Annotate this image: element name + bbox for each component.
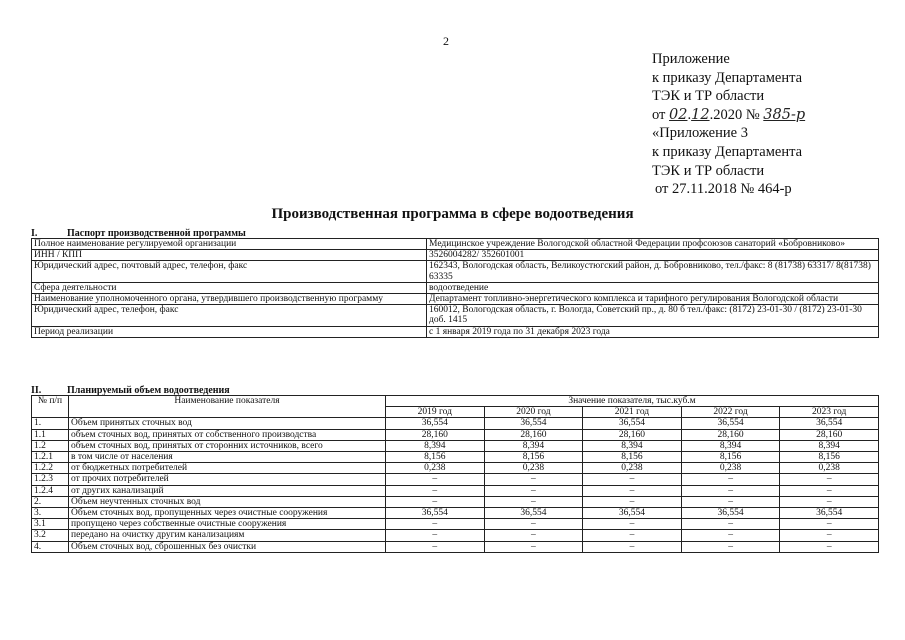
row-value: – [583, 530, 682, 541]
row-value: – [583, 519, 682, 530]
passport-row [32, 250, 879, 261]
order-number-handwritten: 385-р [763, 106, 806, 123]
page-number: 2 [443, 34, 449, 48]
appendix-line: к приказу Департамента [652, 69, 803, 86]
row-name: от других канализаций [69, 485, 386, 496]
row-value: 36,554 [484, 508, 583, 519]
passport-row [32, 261, 879, 282]
row-value: – [780, 485, 879, 496]
row-value: 0,238 [780, 463, 879, 474]
passport-label: Сфера деятельности [32, 282, 427, 293]
row-number: 1.2.3 [32, 474, 69, 485]
row-value: 28,160 [681, 429, 780, 440]
header-values: Значение показателя, тыс.куб.м [386, 396, 879, 407]
appendix-block [652, 50, 805, 199]
passport-row [32, 305, 879, 326]
row-name: в том числе от населения [69, 452, 386, 463]
row-value: 36,554 [484, 418, 583, 429]
row-value: 8,156 [583, 452, 682, 463]
row-name: пропущено через собственные очистные сооружения [69, 519, 386, 530]
row-value: 8,156 [681, 452, 780, 463]
row-value: 36,554 [386, 418, 485, 429]
row-value: – [484, 541, 583, 552]
row-number: 3. [32, 508, 69, 519]
row-value: – [681, 496, 780, 507]
row-value: 8,156 [780, 452, 879, 463]
passport-label: Юридический адрес, почтовый адрес, телефон, факс [32, 261, 427, 282]
row-number: 1.2.1 [32, 452, 69, 463]
appendix-line: Приложение [652, 51, 730, 67]
row-name: передано на очистку другим канализациям [69, 530, 386, 541]
row-value: – [780, 496, 879, 507]
row-value: 36,554 [583, 508, 682, 519]
table-row [32, 530, 879, 541]
appendix-line: к приказу Департамента [652, 143, 803, 160]
row-value: 36,554 [681, 418, 780, 429]
row-value: – [583, 496, 682, 507]
row-value: – [681, 530, 780, 541]
passport-label: Период реализации [32, 326, 427, 337]
row-value: – [780, 474, 879, 485]
row-value: 0,238 [583, 463, 682, 474]
row-value: – [386, 496, 485, 507]
document-title: Производственная программа в сфере водоотведения [271, 206, 634, 222]
section-number: II. [31, 385, 42, 396]
year-header: 2020 год [484, 407, 583, 418]
table-row [32, 418, 879, 429]
table-row [32, 440, 879, 451]
appendix-line: «Приложение 3 [652, 125, 748, 142]
passport-label: ИНН / КПП [32, 250, 427, 261]
table-row [32, 541, 879, 552]
passport-row [32, 326, 879, 337]
row-number: 1.2 [32, 440, 69, 451]
table-row [32, 508, 879, 519]
row-value: – [583, 485, 682, 496]
table-row [32, 452, 879, 463]
row-value: 8,394 [386, 440, 485, 451]
passport-value: 162343, Вологодская область, Великоустюгский район, д. Бобровниково, тел./факс: 8 (81738) 63317/ 8(81738) 63335 [427, 261, 879, 282]
row-number: 1.2.2 [32, 463, 69, 474]
row-value: 8,156 [484, 452, 583, 463]
header-name: Наименование показателя [69, 396, 386, 418]
row-number: 3.2 [32, 530, 69, 541]
passport-value: с 1 января 2019 года по 31 декабря 2023 года [427, 326, 879, 337]
passport-label: Юридический адрес, телефон, факс [32, 305, 427, 326]
row-value: 8,156 [386, 452, 485, 463]
row-value: 0,238 [386, 463, 485, 474]
row-value: 0,238 [681, 463, 780, 474]
passport-value: Департамент топливно-энергетического комплекса и тарифного регулирования Вологодской области [427, 294, 879, 305]
passport-value: 160012, Вологодская область, г. Вологда, Советский пр., д. 80 б тел./факс: (8172) 23-01-30 / (8172) 23-01-30 доб. 1415 [427, 305, 879, 326]
row-value: 28,160 [484, 429, 583, 440]
row-value: – [681, 474, 780, 485]
row-value: – [780, 541, 879, 552]
section-number: I. [31, 228, 38, 239]
row-name: объем сточных вод, принятых от собственного производства [69, 429, 386, 440]
row-value: 8,394 [583, 440, 682, 451]
row-value: 36,554 [780, 508, 879, 519]
header-num: № п/п [32, 396, 69, 418]
row-number: 1.2.4 [32, 485, 69, 496]
volume-table [31, 395, 879, 553]
row-value: – [583, 474, 682, 485]
passport-value: Медицинское учреждение Вологодской областной Федерации профсоюзов санаторий «Бобровниково» [427, 239, 879, 250]
passport-label: Наименование уполномоченного органа, утвердившего производственную программу [32, 294, 427, 305]
row-value: 36,554 [583, 418, 682, 429]
passport-label: Полное наименование регулируемой организации [32, 239, 427, 250]
row-value: – [386, 530, 485, 541]
year-header: 2023 год [780, 407, 879, 418]
table-row [32, 429, 879, 440]
row-value: 8,394 [484, 440, 583, 451]
appendix-line: ТЭК и ТР области [652, 88, 765, 105]
passport-row [32, 294, 879, 305]
row-value: – [681, 519, 780, 530]
row-value: – [681, 485, 780, 496]
row-value: 8,394 [681, 440, 780, 451]
row-value: 28,160 [780, 429, 879, 440]
row-value: – [386, 541, 485, 552]
row-value: – [386, 485, 485, 496]
passport-table [31, 238, 879, 338]
row-value: – [780, 530, 879, 541]
row-value: – [484, 530, 583, 541]
row-value: – [484, 496, 583, 507]
passport-value: 3526004282/ 352601001 [427, 250, 879, 261]
order-day-handwritten: 02 [669, 106, 688, 123]
appendix-line: ТЭК и ТР области [652, 162, 765, 179]
year-header: 2021 год [583, 407, 682, 418]
passport-row [32, 239, 879, 250]
row-name: Объем принятых сточных вод [69, 418, 386, 429]
row-value: – [386, 474, 485, 485]
order-month-handwritten: 12 [691, 106, 710, 123]
order-line: от 02.12.2020 № 385-р [652, 106, 806, 123]
passport-value: водоотведение [427, 282, 879, 293]
row-value: 28,160 [583, 429, 682, 440]
row-number: 4. [32, 541, 69, 552]
row-name: Объем сточных вод, пропущенных через очистные сооружения [69, 508, 386, 519]
row-value: – [484, 474, 583, 485]
row-number: 1.1 [32, 429, 69, 440]
row-number: 1. [32, 418, 69, 429]
row-value: – [681, 541, 780, 552]
row-value: – [484, 485, 583, 496]
table-row [32, 485, 879, 496]
row-name: Объем сточных вод, сброшенных без очистки [69, 541, 386, 552]
order-year: .2020 № [709, 106, 760, 123]
row-number: 2. [32, 496, 69, 507]
table-row [32, 496, 879, 507]
table-row [32, 474, 879, 485]
table-row [32, 519, 879, 530]
passport-row [32, 282, 879, 293]
row-value: 36,554 [386, 508, 485, 519]
year-header: 2022 год [681, 407, 780, 418]
row-value: 36,554 [681, 508, 780, 519]
row-value: – [780, 519, 879, 530]
row-value: – [484, 519, 583, 530]
row-name: от прочих потребителей [69, 474, 386, 485]
section-title: Планируемый объем водоотведения [67, 385, 230, 396]
row-value: 0,238 [484, 463, 583, 474]
row-value: 28,160 [386, 429, 485, 440]
row-value: – [583, 541, 682, 552]
row-value: – [386, 519, 485, 530]
row-number: 3.1 [32, 519, 69, 530]
row-name: от бюджетных потребителей [69, 463, 386, 474]
table-row [32, 463, 879, 474]
order-prefix: от [652, 106, 666, 123]
row-value: 8,394 [780, 440, 879, 451]
row-value: 36,554 [780, 418, 879, 429]
year-header: 2019 год [386, 407, 485, 418]
row-name: Объем неучтенных сточных вод [69, 496, 386, 507]
section-title: Паспорт производственной программы [67, 228, 246, 239]
row-name: объем сточных вод, принятых от сторонних источников, всего [69, 440, 386, 451]
appendix-line: от 27.11.2018 № 464-р [655, 181, 792, 198]
